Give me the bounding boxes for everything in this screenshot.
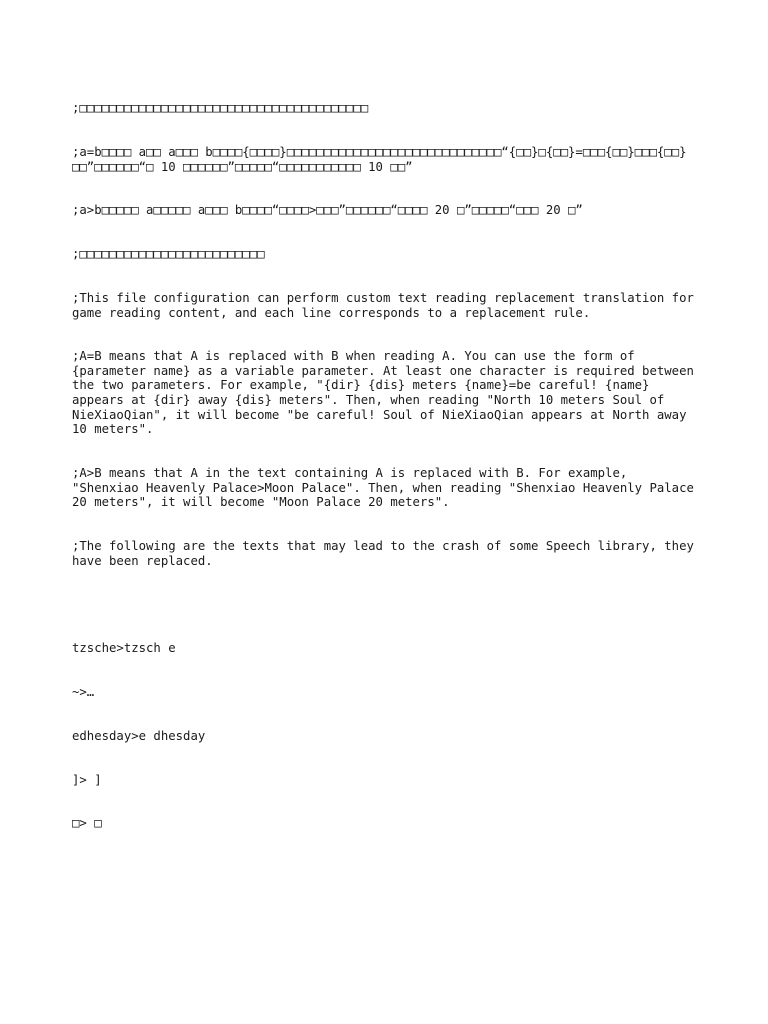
rule-line: □> □ [72, 816, 102, 831]
comment-line-intro: ;This file configuration can perform custom text reading replacement translation for game reading content, and each line corresponds to a replacement rule. [72, 290, 702, 320]
comment-line-equals-rule: ;A=B means that A is replaced with B when reading A. You can use the form of {parameter name} as a variable parameter. At least one character is required between the two parameters. For example, "{dir} {dis} meters {name}=be careful! {name} appears at {dir} away {dis} meters". Then, when reading "North 10 meters Soul of NieXiaoQian", it will become "be careful! Soul of NieXiaoQian appears at North away 10 meters". [72, 349, 702, 437]
comment-line-contains-rule: ;A>B means that A in the text containing A is replaced with B. For example, "Shenxiao Heavenly Palace>Moon Palace". Then, when reading "Shenxiao Heavenly Palace 20 meters", it will become "Moon Palace 20 meters". [72, 466, 702, 510]
rule-line: ~>… [72, 684, 95, 699]
rule-line: tzsche>tzsch e [72, 641, 176, 656]
comment-line-equals-rule-cn: ;a=b□□□□ a□□ a□□□ b□□□□{□□□□}□□□□□□□□□□□□□□□□□□□□□□□□□□□□□“{□□}□{□□}=□□□{□□}□□□{□□}□□”□□□□□□“□ 10 □□□□□□”□□□□□“□□□□□□□□□□□ 10 □□” [72, 144, 687, 174]
comment-line-header: ;□□□□□□□□□□□□□□□□□□□□□□□□□□□□□□□□□□□□□□□ [72, 101, 369, 116]
rule-line: edhesday>e dhesday [72, 728, 206, 743]
rule-line: ]> ] [72, 772, 102, 787]
comment-line-contains-rule-cn: ;a>b□□□□□ a□□□□□ a□□□ b□□□□“□□□□>□□□”□□□□□□“□□□□ 20 □”□□□□□“□□□ 20 □” [72, 203, 583, 218]
blank-line [72, 597, 696, 612]
comment-line-crash-note-cn: ;□□□□□□□□□□□□□□□□□□□□□□□□□ [72, 247, 265, 262]
config-text-body [72, 72, 702, 860]
comment-line-crash-note: ;The following are the texts that may lead to the crash of some Speech library, they have been replaced. [72, 539, 702, 568]
